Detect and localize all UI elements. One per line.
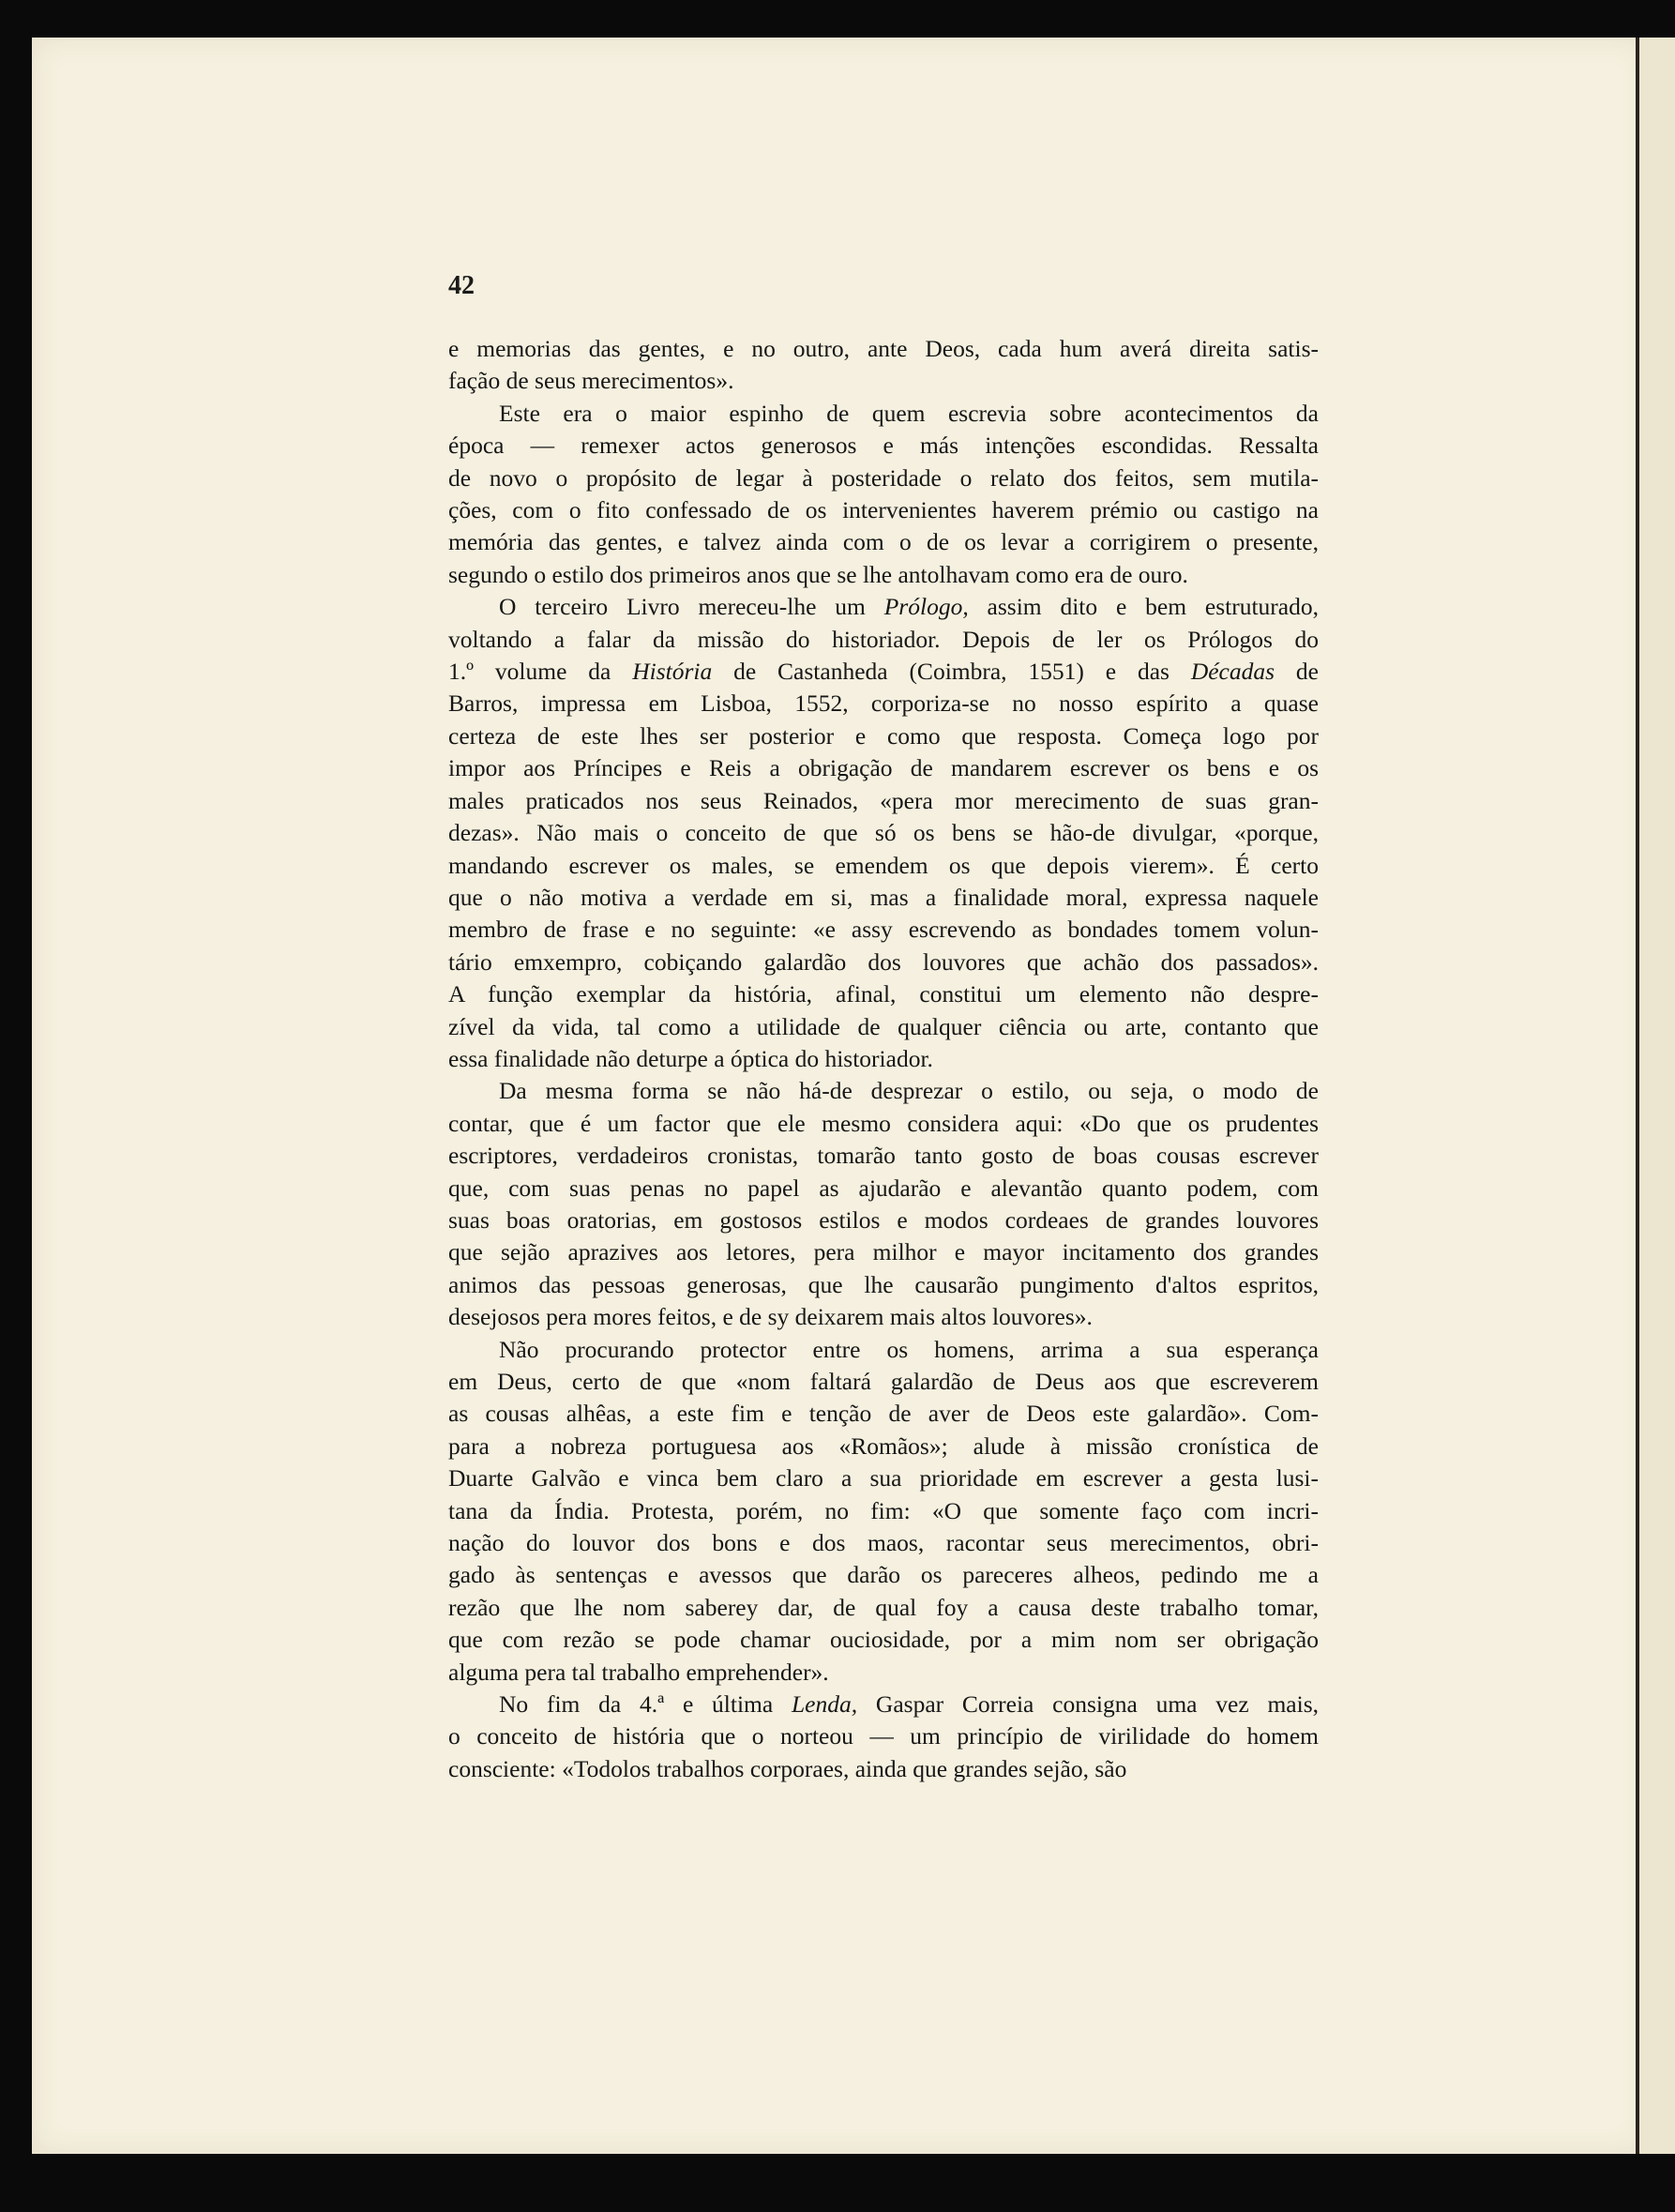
text-line: certeza de este lhes ser posterior e como que resposta. Começa logo por [448, 721, 1319, 750]
text-line: Duarte Galvão e vinca bem claro a sua prioridade em escrever a gesta lusi- [448, 1464, 1319, 1492]
text-line: época — remexer actos generosos e más intenções escondidas. Ressalta [448, 432, 1319, 460]
paragraph [448, 591, 1319, 1075]
text-line: consciente: «Todolos trabalhos corporaes, ainda que grandes sejão, são [448, 1754, 1127, 1782]
text-line: suas boas oratorias, em gostosos estilos e modos cordeaes de grandes louvores [448, 1205, 1319, 1234]
text-line: que o não motiva a verdade em si, mas a finalidade moral, expressa naquele [448, 883, 1319, 911]
text-line: voltando a falar da missão do historiador. Depois de ler os Prólogos do [448, 625, 1319, 653]
page-number: 42 [448, 271, 475, 300]
text-line: nação do louvor dos bons e dos maos, racontar seus merecimentos, obri- [448, 1529, 1319, 1557]
text-line: A função exemplar da história, afinal, constitui um elemento não despre- [448, 980, 1319, 1008]
text-line: fação de seus merecimentos». [448, 367, 734, 395]
text-line: Este era o maior espinho de quem escrevia sobre acontecimentos da [499, 399, 1319, 427]
text-line: mandando escrever os males, se emendem os que depois vierem». É certo [448, 851, 1319, 879]
text-line: rezão que lhe nom saberey dar, de qual foy a causa deste trabalho tomar, [448, 1593, 1319, 1621]
text-line: as cousas alhêas, a este fim e tenção de aver de Deos este galardão». Com- [448, 1400, 1319, 1428]
text-line: 1.º volume da História de Castanheda (Coimbra, 1551) e das Décadas de [448, 658, 1319, 686]
text-line: desejosos pera mores feitos, e de sy deixarem mais altos louvores». [448, 1303, 1093, 1331]
text-line: alguma pera tal trabalho emprehender». [448, 1658, 829, 1686]
text-line: Barros, impressa em Lisboa, 1552, corporiza-se no nosso espírito a quase [448, 689, 1319, 718]
facing-page-edge [1639, 38, 1675, 2154]
paragraph [448, 1075, 1319, 1333]
text-line: zível da vida, tal como a utilidade de qualquer ciência ou arte, contanto que [448, 1012, 1319, 1040]
text-line: o conceito de história que o norteou — um princípio de virilidade do homem [448, 1722, 1319, 1750]
text-line: membro de frase e no seguinte: «e assy escrevendo as bondades tomem volun- [448, 916, 1319, 944]
italic-title: Décadas [1190, 658, 1275, 686]
text-line: ções, com o fito confessado de os intervenientes haverem prémio ou castigo na [448, 496, 1319, 524]
text-line: memória das gentes, e talvez ainda com o de os levar a corrigirem o presente, [448, 528, 1319, 556]
text-line: gado às sentenças e avessos que darão os pareceres alheos, pedindo me a [448, 1561, 1319, 1589]
text-line: e memorias das gentes, e no outro, ante Deos, cada hum averá direita satis- [448, 335, 1319, 362]
text-line: que com rezão se pode chamar ouciosidade, por a mim nom ser obrigação [448, 1626, 1319, 1654]
text-line: animos das pessoas generosas, que lhe causarão pungimento d'altos espritos, [448, 1270, 1319, 1298]
italic-title: Lenda, [792, 1690, 858, 1719]
text-line: males praticados nos seus Reinados, «pera mor merecimento de suas gran- [448, 786, 1319, 814]
italic-title: História [632, 658, 713, 686]
text-line: No fim da 4.ª e última Lenda, Gaspar Correia consigna uma vez mais, [499, 1690, 1319, 1719]
text-line: dezas». Não mais o conceito de que só os bens se hão-de divulgar, «porque, [448, 819, 1319, 847]
text-line: de novo o propósito de legar à posteridade o relato dos feitos, sem mutila- [448, 463, 1319, 492]
paragraph [448, 1334, 1319, 1689]
text-line: essa finalidade não deturpe a óptica do historiador. [448, 1044, 933, 1072]
text-line: que sejão aprazives aos letores, pera milhor e mayor incitamento dos grandes [448, 1238, 1319, 1266]
text-line: em Deus, certo de que «nom faltará galardão de Deus aos que escreverem [448, 1368, 1319, 1395]
text-line: contar, que é um factor que ele mesmo considera aqui: «Do que os prudentes [448, 1109, 1319, 1137]
paragraph [448, 398, 1319, 591]
text-line: Da mesma forma se não há-de desprezar o estilo, ou seja, o modo de [499, 1077, 1319, 1105]
paragraph [448, 1689, 1319, 1785]
italic-title: Prólogo, [883, 593, 969, 621]
text-line: que, com suas penas no papel as ajudarão e alevantão quanto podem, com [448, 1174, 1319, 1202]
text-line: tário emxempro, cobiçando galardão dos louvores que achão dos passados». [448, 947, 1319, 976]
text-line: tana da Índia. Protesta, porém, no fim: «O que somente faço com incri- [448, 1496, 1319, 1524]
text-line: para a nobreza portuguesa aos «Romãos»; alude à missão cronística de [448, 1432, 1319, 1460]
text-line: Não procurando protector entre os homens, arrima a sua esperança [499, 1335, 1319, 1363]
text-line: impor aos Príncipes e Reis a obrigação de mandarem escrever os bens e os [448, 754, 1319, 782]
text-line: O terceiro Livro mereceu-lhe um Prólogo, assim dito e bem estruturado, [499, 593, 1319, 621]
text-line: escriptores, verdadeiros cronistas, tomarão tanto gosto de boas cousas escrever [448, 1142, 1319, 1170]
paragraph [448, 333, 1319, 398]
text-line: segundo o estilo dos primeiros anos que se lhe antolhavam como era de ouro. [448, 560, 1188, 588]
body-text [448, 333, 1319, 1785]
